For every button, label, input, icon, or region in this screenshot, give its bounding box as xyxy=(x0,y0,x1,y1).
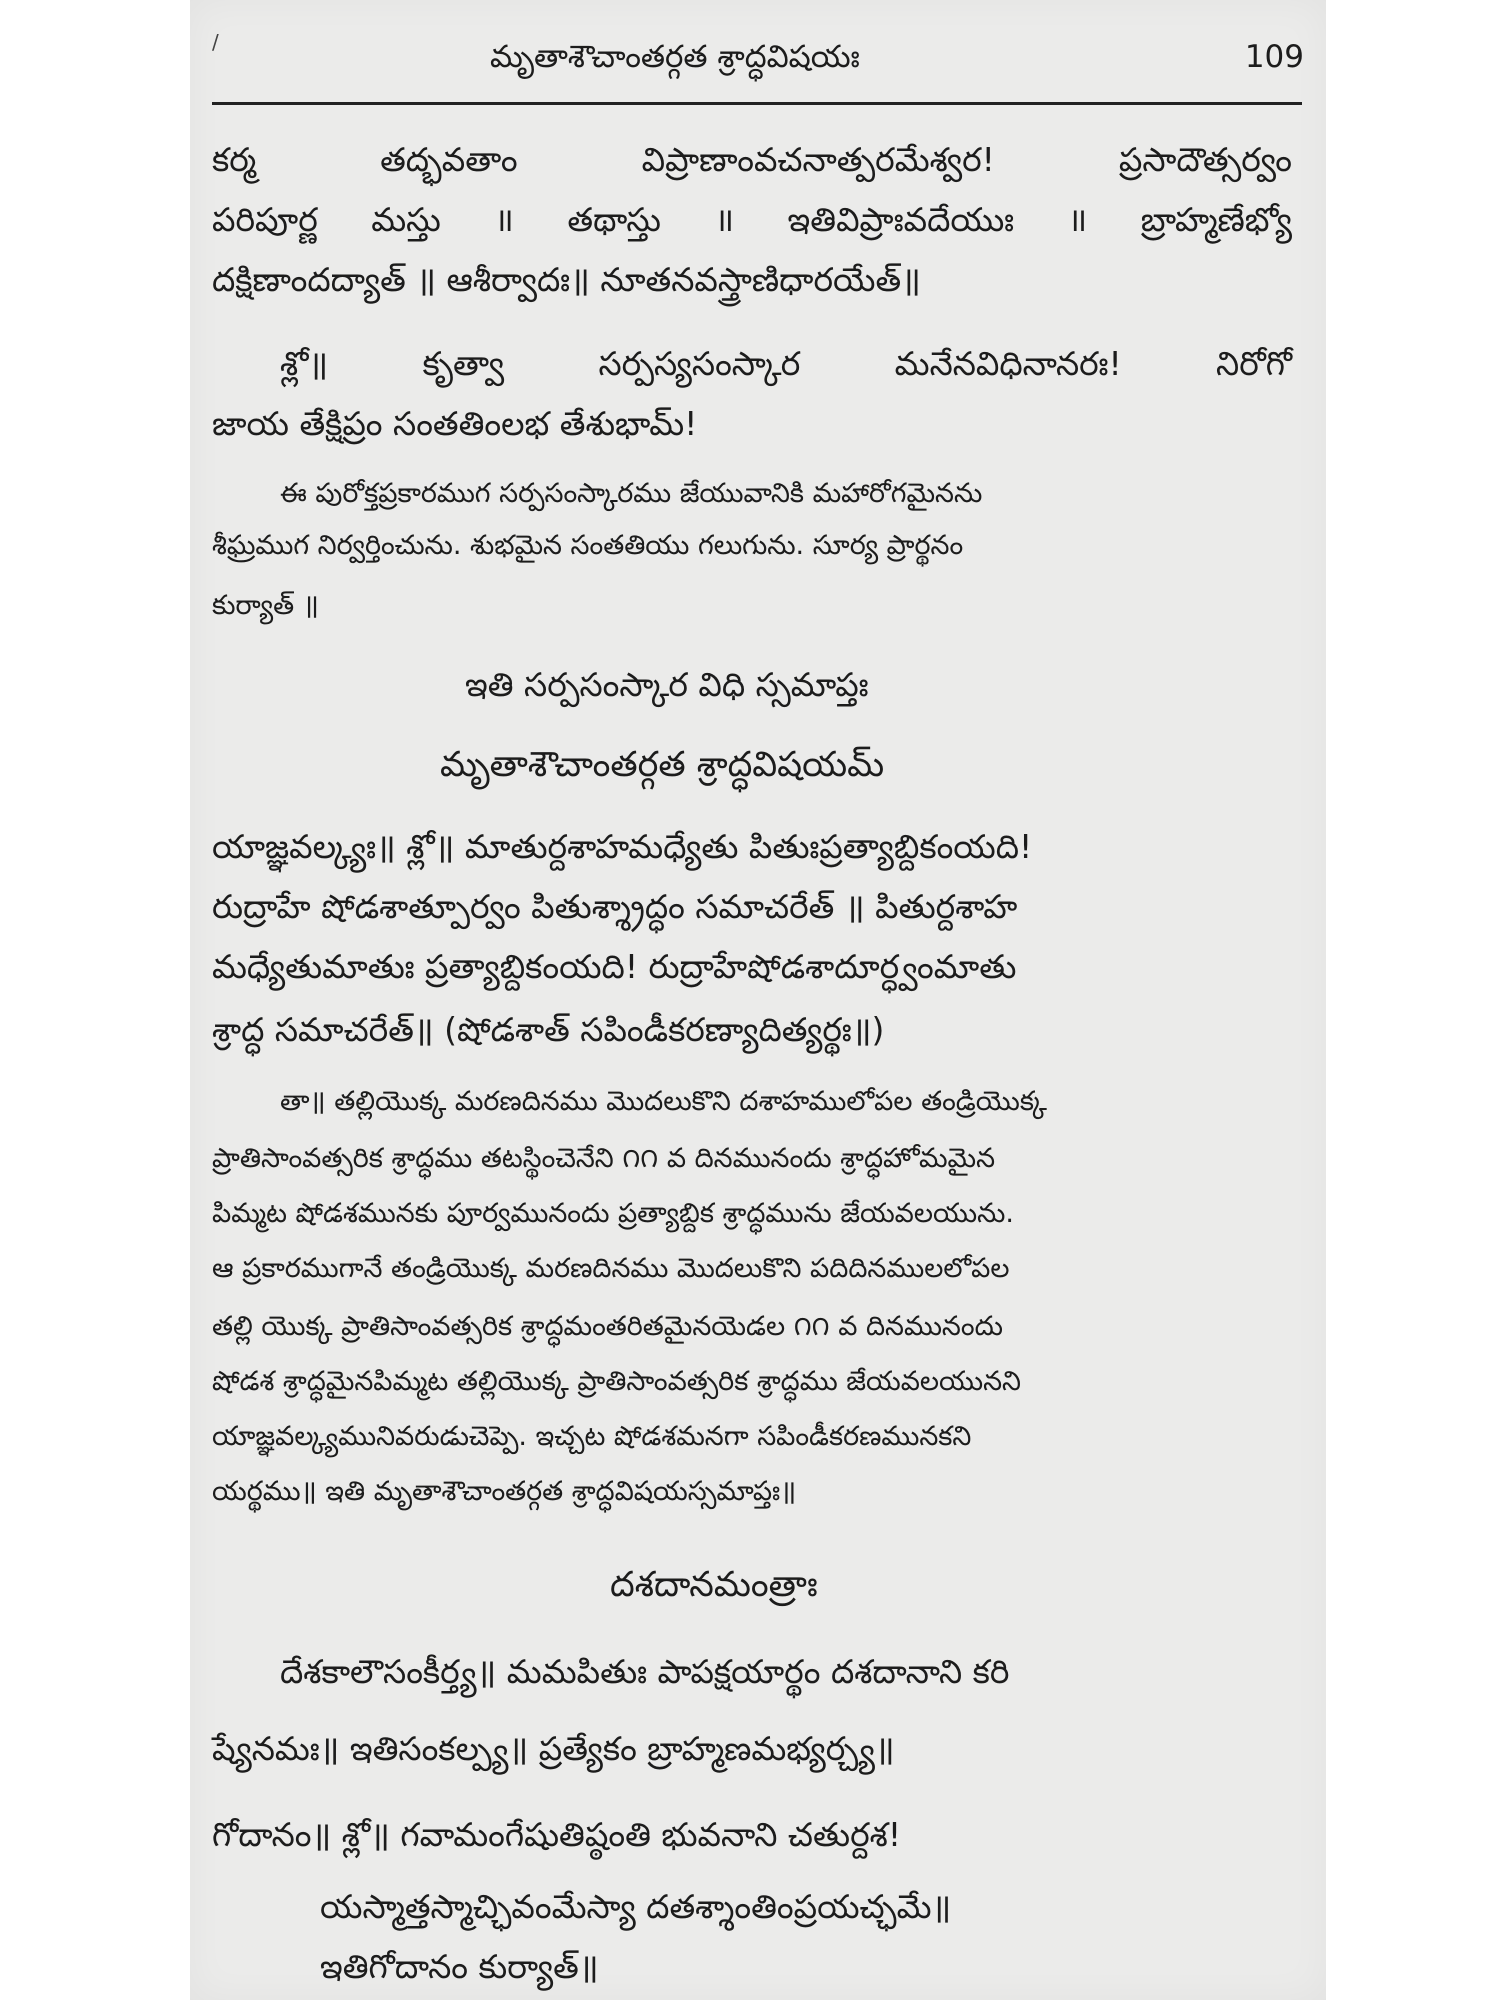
sloka-line: యాజ్ఞవల్క్యః॥ శ్లో॥ మాతుర్దశాహమధ్యేతు పితుఃప్రత్యాబ్దికంయది! xyxy=(212,827,1033,866)
mantra-line: యస్మాత్తస్మాచ్ఛివంమేస్యా దతశ్శాంతింప్రయచ్ఛమే॥ xyxy=(320,1887,952,1926)
meaning-line: పిమ్మట షోడశమునకు పూర్వమునందు ప్రత్యాబ్దిక శ్రాద్ధమును జేయవలయును. xyxy=(212,1198,1014,1229)
mantra-line: దేశకాలౌసంకీర్త్య॥ మమపితుః పాపక్షయార్థం దశదానాని కరి xyxy=(280,1652,1010,1691)
text-line: కర్మ తద్భవతాం విప్రాణాంవచనాత్పరమేశ్వర! ప్రసాదౌత్సర్వం xyxy=(212,140,1292,179)
section-heading: దశదానమంత్రాః xyxy=(610,1565,818,1605)
text-line: దక్షిణాందద్యాత్ ॥ ఆశీర్వాదః॥ నూతనవస్త్రాణిధారయేత్॥ xyxy=(212,260,921,299)
running-header-title: మృతాశౌచాంతర్గత శ్రాద్ధవిషయః xyxy=(490,39,860,75)
header-rule xyxy=(212,102,1302,105)
meaning-line: తా॥ తల్లియొక్క మరణదినము మొదలుకొని దశాహములోపల తండ్రియొక్క xyxy=(280,1086,1047,1117)
sloka-line: జాయ తేక్షిప్రం సంతతింలభ తేశుభామ్! xyxy=(212,404,698,443)
section-closing: ఇతి సర్పసంస్కార విధి స్సమాప్తః xyxy=(465,665,869,704)
meaning-line: షోడశ శ్రాద్ధమైనపిమ్మట తల్లియొక్క ప్రాతిసాంవత్సరిక శ్రాద్ధము జేయవలయునని xyxy=(212,1366,1022,1397)
text-line: పరిపూర్ణ మస్తు ॥ తథాస్తు ॥ ఇతివిప్రాఃవదేయుః ॥ బ్రాహ్మణేభ్యో xyxy=(212,200,1292,239)
section-heading: మృతాశౌచాంతర్గత శ్రాద్ధవిషయమ్ xyxy=(440,745,885,785)
meaning-line: తల్లి యొక్క ప్రాతిసాంవత్సరిక శ్రాద్ధమంతరితమైనయెడల ౧౧ వ దినమునందు xyxy=(212,1311,1003,1342)
meaning-line: యర్థము॥ ఇతి మృతాశౌచాంతర్గత శ్రాద్ధవిషయస్సమాప్తః॥ xyxy=(212,1476,797,1507)
margin-mark: / xyxy=(212,30,219,54)
meaning-line: ప్రాతిసాంవత్సరిక శ్రాద్ధము తటస్థించెనేని ౧౧ వ దినమునందు శ్రాద్ధహోమమైన xyxy=(212,1143,996,1174)
sloka-line: రుద్రాహే షోడశాత్పూర్వం పితుశ్శ్రాద్ధం సమాచరేత్ ॥ పితుర్దశాహ xyxy=(212,887,1018,926)
sloka-line: శ్లో॥ కృత్వా సర్పస్యసంస్కార మనేనవిధినానరః! నిరోగో xyxy=(280,344,1292,383)
meaning-line: యాజ్ఞవల్క్యమునివరుడుచెప్పె. ఇచ్చట షోడశమనగా సపిండీకరణమునకని xyxy=(212,1421,972,1452)
mantra-line: గోదానం॥ శ్లో॥ గవామంగేషుతిష్ఠంతి భువనాని చతుర్దశ! xyxy=(212,1815,902,1854)
meaning-line: శీఘ్రముగ నిర్వర్తించును. శుభమైన సంతతియు గలుగును. సూర్య ప్రార్థనం xyxy=(212,530,964,561)
meaning-line: ఆ ప్రకారముగానే తండ్రియొక్క మరణదినము మొదలుకొని పదిదినములలోపల xyxy=(212,1253,1010,1284)
sloka-line: మధ్యేతుమాతుః ప్రత్యాబ్దికంయది! రుద్రాహేషోడశాదూర్ధ్వంమాతు xyxy=(212,947,1017,986)
book-page xyxy=(190,0,1326,2000)
mantra-line: ష్యేనమః॥ ఇతిసంకల్ప్య॥ ప్రత్యేకం బ్రాహ్మణమభ్యర్చ్య॥ xyxy=(212,1729,895,1768)
meaning-line: కుర్యాత్ ॥ xyxy=(212,590,319,621)
meaning-line: ఈ పురోక్తప్రకారముగ సర్పసంస్కారము జేయువానికి మహారోగమైనను xyxy=(280,478,983,509)
mantra-line: ఇతిగోదానం కుర్యాత్॥ xyxy=(320,1947,599,1986)
page-number: 109 xyxy=(1244,39,1304,75)
sloka-line: శ్రాద్ధ సమాచరేత్॥ (షోడశాత్ సపిండీకరణ్యాదిత్యర్థః॥) xyxy=(212,1010,885,1049)
